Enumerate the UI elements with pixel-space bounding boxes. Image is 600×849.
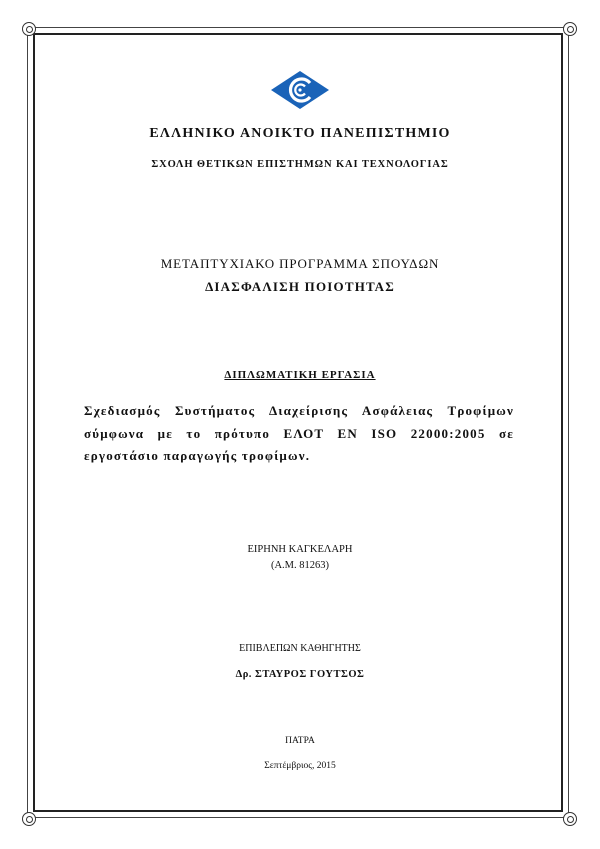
program-name: ΔΙΑΣΦΑΛΙΣΗ ΠΟΙΟΤΗΤΑΣ	[205, 279, 395, 294]
date: Σεπτέμβριος, 2015	[264, 761, 336, 771]
thesis-title-line: εργοστάσιο παραγωγής τροφίμων.	[84, 448, 311, 463]
program-label: ΜΕΤΑΠΤΥΧΙΑΚΟ ΠΡΟΓΡΑΜΜΑ ΣΠΟΥΔΩΝ	[160, 256, 440, 271]
supervisor-label: ΕΠΙΒΛΕΠΩΝ ΚΑΘΗΓΗΤΗΣ	[239, 643, 361, 654]
university-name: ΕΛΛΗΝΙΚΟ ΑΝΟΙΚΤΟ ΠΑΝΕΠΙΣΤΗΜΙΟ	[149, 126, 451, 141]
document-type: ΔΙΠΛΩΜΑΤΙΚΗ ΕΡΓΑΣΙΑ	[224, 369, 376, 381]
supervisor-name: Δρ. ΣΤΑΥΡΟΣ ΓΟΥΤΣΟΣ	[235, 669, 365, 680]
student-id: (Α.Μ. 81263)	[270, 560, 330, 571]
corner-ornament-bottom-left	[22, 812, 36, 826]
author-name: ΕΙΡΗΝΗ ΚΑΓΚΕΛΑΡΗ	[247, 544, 353, 555]
thesis-title	[84, 400, 514, 468]
thesis-title-line: σύμφωνα με το πρότυπο ΕΛΟΤ ΕΝ ISO 22000:2005 σε	[84, 425, 514, 441]
corner-ornament-top-left	[22, 22, 36, 36]
school-name: ΣΧΟΛΗ ΘΕΤΙΚΩΝ ΕΠΙΣΤΗΜΩΝ ΚΑΙ ΤΕΧΝΟΛΟΓΙΑΣ	[151, 159, 449, 170]
eap-logo-icon	[270, 70, 330, 110]
corner-ornament-top-right	[563, 22, 577, 36]
city: ΠΑΤΡΑ	[285, 736, 315, 746]
corner-ornament-bottom-right	[563, 812, 577, 826]
thesis-title-line: Σχεδιασμός Συστήματος Διαχείρισης Ασφάλειας Τροφίμων	[84, 403, 514, 418]
